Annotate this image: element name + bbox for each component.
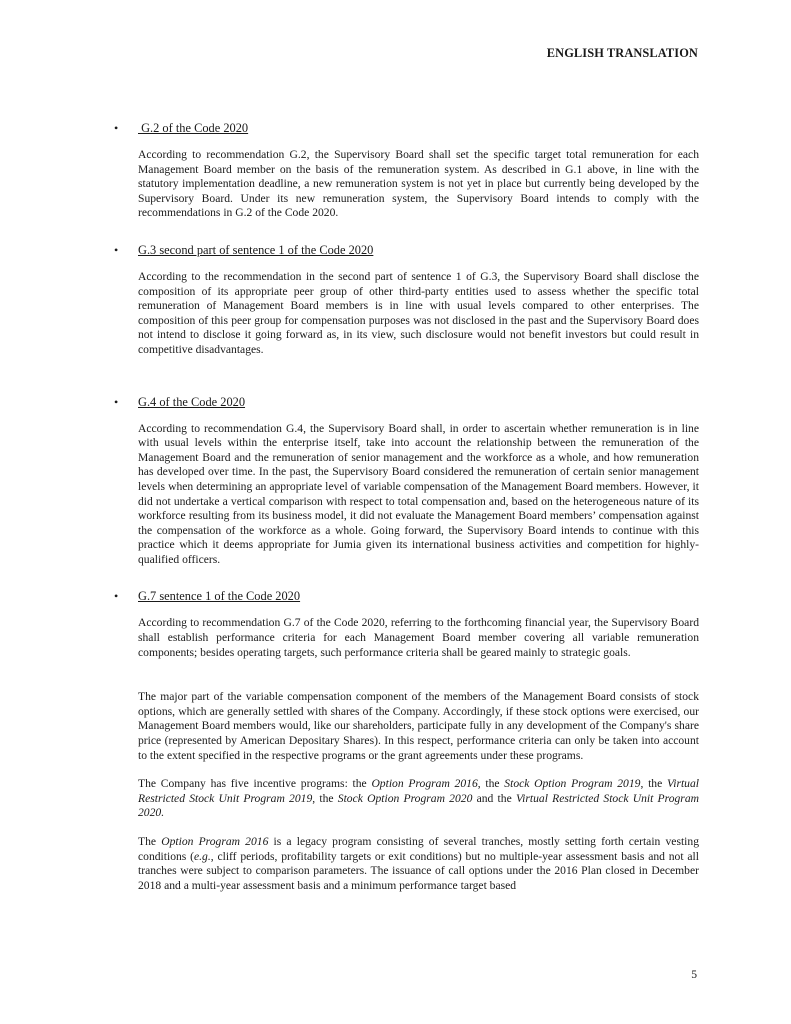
text-run: The Company has five incentive programs: the (138, 777, 372, 791)
document-body (114, 121, 699, 893)
program-name: Option Program 2016 (371, 777, 478, 791)
section-g4 (114, 394, 699, 568)
section-paragraph: According to recommendation G.7 of the Code 2020, referring to the forthcoming financial year, the Supervisory Board shall establish performance criteria for each Management Board member covering all variable remuneration components; besides operating targets, such performance criteria shall be geared mainly to strategic goals. (138, 616, 699, 659)
program-name: Virtual Restricted Stock Unit Program 2019 (138, 777, 699, 805)
text-run: , the (640, 777, 667, 791)
text-run: and the (472, 791, 516, 805)
section-g2 (114, 121, 699, 221)
section-heading: G.4 of the Code 2020 (138, 394, 246, 409)
bullet-icon: • (114, 394, 119, 409)
section-g3 (114, 242, 699, 358)
text-run: , cliff periods, profitability targets or exit conditions) but no multiple-year assessment basis and not all tranches were subject to comparison parameters. The issuance of call options under the 2016 Plan closed in December 2018 and a multi-year assessment basis and a minimum performance target based (138, 849, 699, 892)
text-run: , the (477, 777, 505, 791)
bullet-icon: • (114, 589, 119, 604)
section-paragraph: According to recommendation G.4, the Supervisory Board shall, in order to ascertain whether remuneration is in line with usual levels within the enterprise itself, take into account the relationship between the remuneration of the Management Board and the remuneration of senior management and the workforce as a whole, and how remuneration has developed over time. In the past, the Supervisory Board considered the remuneration of certain senior management levels when determining an appropriate level of variable compensation of the Management Board members. However, it did not undertake a vertical comparison with respect to total compensation and, based on the heterogeneous nature of its workforce resulting from its business model, it did not evaluate the Management Board members’ compensation against the compensation of the workforce as a whole. Going forward, the Supervisory Board intends to continue with this practice which it deems appropriate for Jumia given its international business activities and competition for highly-qualified officers. (138, 421, 699, 566)
text-run: is a legacy program consisting of several tranches, mostly setting forth certain vesting conditions ( (138, 835, 699, 863)
paragraph-legacy-program (138, 835, 699, 893)
abbreviation: e.g. (193, 849, 211, 863)
program-name: Stock Option Program 2019 (504, 777, 641, 791)
section-heading: G.7 sentence 1 of the Code 2020 (138, 589, 301, 604)
section-paragraph: According to recommendation G.2, the Supervisory Board shall set the specific target total remuneration for each Management Board member on the basis of the remuneration system. As described in G.1 above, in line with the statutory implementation deadline, a new remuneration system is not yet in place but currently being developed by the Supervisory Board. Under its new remuneration system, the Supervisory Board intends to comply with the recommendations in G.2 of the Code 2020. (138, 148, 699, 220)
program-name: Stock Option Program 2020 (337, 791, 473, 805)
section-g7 (114, 589, 699, 660)
text-run: The (138, 835, 162, 848)
program-name: Option Program 2016 (161, 835, 269, 848)
bullet-icon: • (114, 121, 119, 135)
paragraph-incentive-programs (138, 777, 699, 821)
bullet-icon: • (114, 242, 119, 257)
section-heading: G.3 second part of sentence 1 of the Code 2020 (138, 242, 374, 257)
text-run: , the (312, 791, 338, 805)
section-paragraph: According to the recommendation in the second part of sentence 1 of G.3, the Supervisory Board shall disclose the composition of its appropriate peer group of other third-party entities used to assess whether the specific total remuneration of Management Board members is in line with usual levels compared to other enterprises. The composition of this peer group for compensation purposes was not disclosed in the past and the Supervisory Board does not intend to disclose it going forward as, in its view, such disclosure would not benefit investors but could result in competitive disadvantages. (138, 269, 699, 356)
page-number: 5 (691, 968, 697, 981)
document-header: ENGLISH TRANSLATION (546, 46, 698, 60)
paragraph-variable-compensation: The major part of the variable compensation component of the members of the Management Board consists of stock options, which are generally settled with shares of the Company. Accordingly, if these stock options were exercised, our Management Board members would, like our shareholders, participate fully in any development of the Company's share price (represented by American Depositary Shares). In this respect, performance criteria can only be taken into account to the extent specified in the respective programs or the grant agreements under these programs. (138, 690, 699, 762)
program-name: Virtual Restricted Stock Unit Program 2020. (138, 791, 699, 820)
section-heading: G.2 of the Code 2020 (138, 121, 249, 135)
